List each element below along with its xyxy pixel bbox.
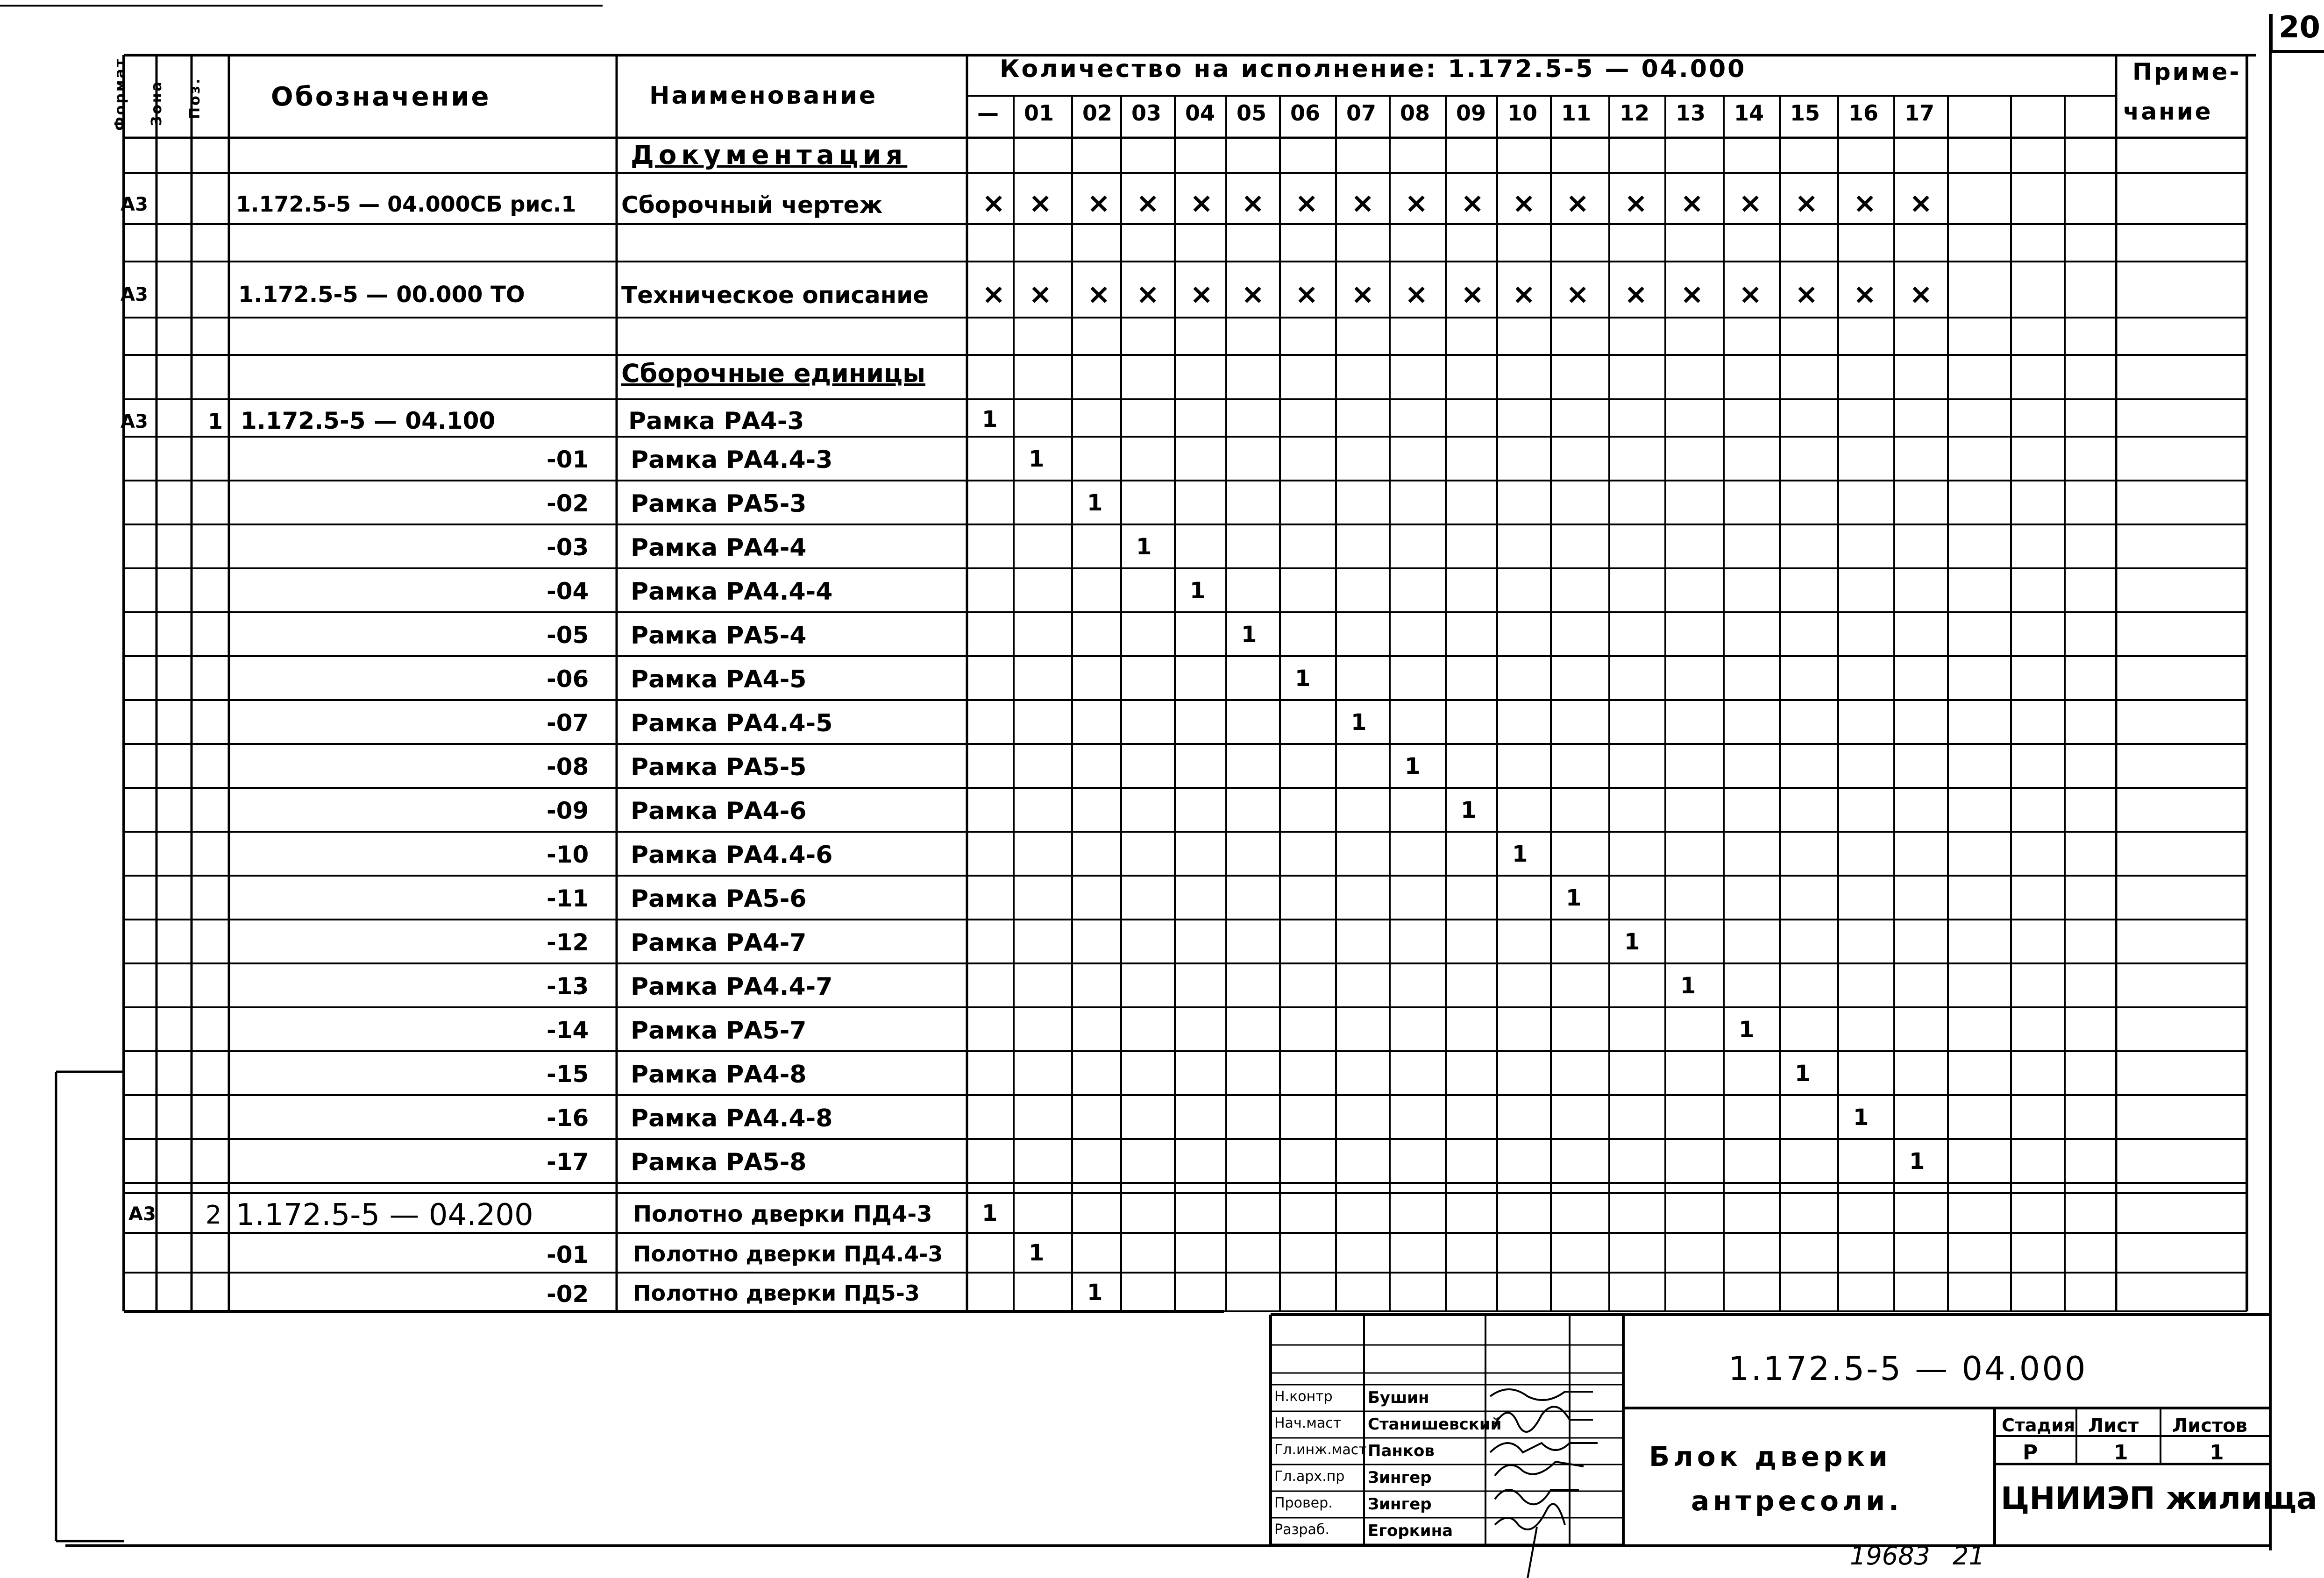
qty-mark-cross: ×	[1512, 278, 1536, 311]
qty-mark-cross: ×	[1795, 278, 1819, 311]
variant-header-11: 11	[1561, 100, 1592, 126]
signature-role: Н.контр	[1274, 1388, 1333, 1405]
stamp-number: 19683	[1850, 1541, 1930, 1571]
col-format-header: Формат	[112, 57, 128, 131]
signature-role: Провер.	[1274, 1495, 1333, 1511]
frame-row-suffix: -14	[547, 1017, 589, 1044]
variant-header-10: 10	[1507, 100, 1538, 126]
qty-mark-cross: ×	[1029, 278, 1052, 311]
frame-row-name: Рамка РА4-5	[631, 665, 807, 693]
variant-header-7: 07	[1346, 100, 1377, 126]
door-row-suffix: -02	[547, 1281, 589, 1308]
variant-header-9: 09	[1456, 100, 1486, 126]
qty-mark-cross: ×	[1680, 187, 1704, 219]
qty-mark-cross: ×	[1029, 187, 1052, 219]
col-name-header: Наименование	[649, 82, 878, 110]
frame-row-name: Рамка РА5-7	[631, 1017, 807, 1045]
frame-row-suffix: -16	[547, 1104, 589, 1132]
qty-mark-one: 1	[982, 406, 998, 432]
signature-role: Гл.арх.пр	[1274, 1468, 1345, 1485]
qty-mark-one: 1	[1029, 1240, 1045, 1266]
qty-mark-cross: ×	[1461, 187, 1485, 219]
stage-label: Стадия	[2002, 1415, 2075, 1436]
variant-header-3: 03	[1131, 100, 1162, 126]
qty-mark-cross: ×	[1566, 278, 1590, 311]
qty-mark-cross: ×	[982, 278, 1006, 311]
variant-header-6: 06	[1290, 100, 1321, 126]
qty-mark-one: 1	[1680, 973, 1696, 999]
signature-role: Разраб.	[1274, 1521, 1329, 1538]
row1-designation: 1.172.5-5 — 04.000СБ рис.1	[236, 191, 576, 217]
frame-row-name: Рамка РА4.4-6	[631, 841, 833, 869]
title-line-1: Блок дверки	[1649, 1441, 1891, 1472]
signature-name: Зингер	[1368, 1468, 1432, 1487]
variant-header-14: 14	[1734, 100, 1764, 126]
row4-name: Полотно дверки ПД4-3	[633, 1201, 932, 1227]
qty-mark-cross: ×	[1566, 187, 1590, 219]
qty-mark-cross: ×	[1087, 187, 1111, 219]
qty-mark-one: 1	[1909, 1148, 1925, 1175]
qty-mark-one: 1	[1241, 622, 1257, 648]
col-pos-header: Поз.	[187, 77, 203, 119]
qty-mark-one: 1	[1351, 709, 1367, 736]
sheet-label: Лист	[2088, 1415, 2139, 1436]
sheets-label: Листов	[2172, 1415, 2247, 1436]
qty-title: Количество на исполнение: 1.172.5-5 — 04.000	[1000, 55, 1747, 83]
frame-row-suffix: -08	[547, 753, 589, 780]
variant-header-13: 13	[1676, 100, 1706, 126]
qty-mark-one: 1	[1739, 1017, 1755, 1043]
frame-row-suffix: -01	[547, 446, 589, 473]
qty-mark-cross: ×	[1405, 278, 1429, 311]
frame-row-name: Рамка РА5-4	[631, 622, 807, 650]
qty-mark-cross: ×	[1295, 278, 1319, 311]
frame-row-suffix: -09	[547, 797, 589, 824]
row4-format: А3	[128, 1203, 156, 1225]
qty-mark-cross: ×	[1739, 187, 1763, 219]
row2-format: А3	[121, 284, 148, 305]
qty-mark-one: 1	[1029, 446, 1045, 472]
frame-row-name: Рамка РА4.4-5	[631, 709, 833, 737]
qty-mark-cross: ×	[1739, 278, 1763, 311]
qty-mark-one: 1	[1461, 797, 1477, 823]
signature-role: Нач.маст	[1274, 1415, 1342, 1431]
qty-mark-cross: ×	[1190, 187, 1214, 219]
qty-mark-one: 1	[1136, 534, 1152, 560]
row3-name: Рамка РА4-3	[628, 407, 804, 435]
frame-row-name: Рамка РА5-8	[631, 1148, 807, 1176]
frame-row-suffix: -10	[547, 841, 589, 868]
qty-mark-one: 1	[1190, 578, 1206, 604]
variant-header-4: 04	[1185, 100, 1215, 126]
section-documentation: Документация	[631, 140, 908, 170]
frame-row-suffix: -12	[547, 929, 589, 956]
title-designation: 1.172.5-5 — 04.000	[1728, 1350, 2088, 1388]
page-number: 20	[2279, 10, 2321, 45]
qty-mark-one: 1	[1512, 841, 1528, 867]
variant-header-16: 16	[1848, 100, 1879, 126]
row2-name: Техническое описание	[621, 282, 929, 309]
row4-designation: 1.172.5-5 — 04.200	[236, 1198, 533, 1232]
note-header-1: Приме-	[2132, 58, 2241, 85]
signature-name: Бушин	[1368, 1388, 1429, 1407]
qty-mark-cross: ×	[1136, 278, 1160, 311]
qty-mark-one: 1	[982, 1200, 998, 1226]
signature-name: Егоркина	[1368, 1521, 1453, 1540]
frame-row-name: Рамка РА5-3	[631, 490, 807, 518]
frame-row-suffix: -05	[547, 622, 589, 649]
qty-mark-cross: ×	[1136, 187, 1160, 219]
signature-name: Панков	[1368, 1442, 1435, 1460]
door-row-name: Полотно дверки ПД5-3	[633, 1281, 920, 1306]
title-line-2: антресоли.	[1691, 1485, 1903, 1517]
row3-designation: 1.172.5-5 — 04.100	[241, 407, 496, 434]
frame-row-suffix: -04	[547, 578, 589, 605]
frame-row-name: Рамка РА4.4-4	[631, 578, 833, 606]
variant-header-2: 02	[1082, 100, 1113, 126]
row4-pos: 2	[206, 1200, 222, 1230]
row3-format: А3	[121, 411, 148, 432]
signature-name: Зингер	[1368, 1495, 1432, 1514]
qty-mark-one: 1	[1405, 753, 1421, 779]
frame-row-name: Рамка РА5-5	[631, 753, 807, 781]
frame-row-suffix: -15	[547, 1061, 589, 1088]
col-designation-header: Обозначение	[271, 82, 491, 112]
row2-designation: 1.172.5-5 — 00.000 ТО	[238, 282, 525, 308]
variant-header-1: 01	[1024, 100, 1054, 126]
qty-mark-cross: ×	[1624, 187, 1648, 219]
variant-header-0: —	[977, 100, 999, 126]
frame-row-suffix: -11	[547, 885, 589, 912]
frame-row-name: Рамка РА4.4-7	[631, 973, 833, 1001]
qty-mark-one: 1	[1566, 885, 1582, 911]
signature-role: Гл.инж.маст	[1274, 1442, 1367, 1458]
qty-mark-cross: ×	[1405, 187, 1429, 219]
stage-value: Р	[2023, 1441, 2038, 1465]
frame-row-name: Рамка РА4.4-3	[631, 446, 833, 474]
row1-format: А3	[121, 194, 148, 215]
frame-row-name: Рамка РА4-8	[631, 1061, 807, 1089]
qty-mark-one: 1	[1853, 1104, 1869, 1131]
qty-mark-one: 1	[1624, 929, 1640, 955]
stamp-suffix: 21	[1953, 1541, 1985, 1571]
qty-mark-cross: ×	[1351, 187, 1375, 219]
frame-row-suffix: -13	[547, 973, 589, 1000]
door-row-suffix: -01	[547, 1241, 589, 1268]
note-header-2: чание	[2123, 98, 2213, 125]
qty-mark-cross: ×	[1853, 187, 1877, 219]
qty-mark-cross: ×	[1461, 278, 1485, 311]
qty-mark-one: 1	[1295, 665, 1311, 692]
qty-mark-one: 1	[1795, 1061, 1811, 1087]
col-zone-header: Зона	[149, 80, 165, 126]
qty-mark-one: 1	[1087, 490, 1103, 516]
sheets-value: 1	[2210, 1441, 2224, 1465]
door-row-name: Полотно дверки ПД4.4-3	[633, 1241, 943, 1267]
qty-mark-cross: ×	[1241, 278, 1265, 311]
qty-mark-cross: ×	[1853, 278, 1877, 311]
section-assembly-units: Сборочные единицы	[621, 359, 925, 388]
signature-name: Станишевский	[1368, 1415, 1502, 1434]
row1-name: Сборочный чертеж	[621, 191, 883, 219]
qty-mark-cross: ×	[1295, 187, 1319, 219]
variant-header-8: 08	[1400, 100, 1430, 126]
qty-mark-cross: ×	[1795, 187, 1819, 219]
variant-header-17: 17	[1905, 100, 1935, 126]
row3-pos: 1	[208, 409, 223, 434]
frame-row-suffix: -06	[547, 665, 589, 693]
frame-row-name: Рамка РА4.4-8	[631, 1104, 833, 1132]
qty-mark-cross: ×	[1512, 187, 1536, 219]
qty-mark-one: 1	[1087, 1280, 1103, 1306]
qty-mark-cross: ×	[982, 187, 1006, 219]
frame-row-name: Рамка РА4-6	[631, 797, 807, 825]
qty-mark-cross: ×	[1190, 278, 1214, 311]
qty-mark-cross: ×	[1087, 278, 1111, 311]
sheet-value: 1	[2114, 1441, 2128, 1465]
frame-row-suffix: -03	[547, 534, 589, 561]
frame-row-suffix: -02	[547, 490, 589, 517]
variant-header-12: 12	[1620, 100, 1650, 126]
frame-row-name: Рамка РА4-7	[631, 929, 807, 957]
qty-mark-cross: ×	[1351, 278, 1375, 311]
qty-mark-cross: ×	[1909, 187, 1933, 219]
variant-header-5: 05	[1237, 100, 1267, 126]
frame-row-suffix: -07	[547, 709, 589, 736]
frame-row-name: Рамка РА5-6	[631, 885, 807, 913]
frame-row-suffix: -17	[547, 1148, 589, 1175]
qty-mark-cross: ×	[1909, 278, 1933, 311]
variant-header-15: 15	[1790, 100, 1820, 126]
qty-mark-cross: ×	[1680, 278, 1704, 311]
organization: ЦНИИЭП жилища	[2001, 1480, 2317, 1516]
frame-row-name: Рамка РА4-4	[631, 534, 807, 562]
qty-mark-cross: ×	[1241, 187, 1265, 219]
qty-mark-cross: ×	[1624, 278, 1648, 311]
